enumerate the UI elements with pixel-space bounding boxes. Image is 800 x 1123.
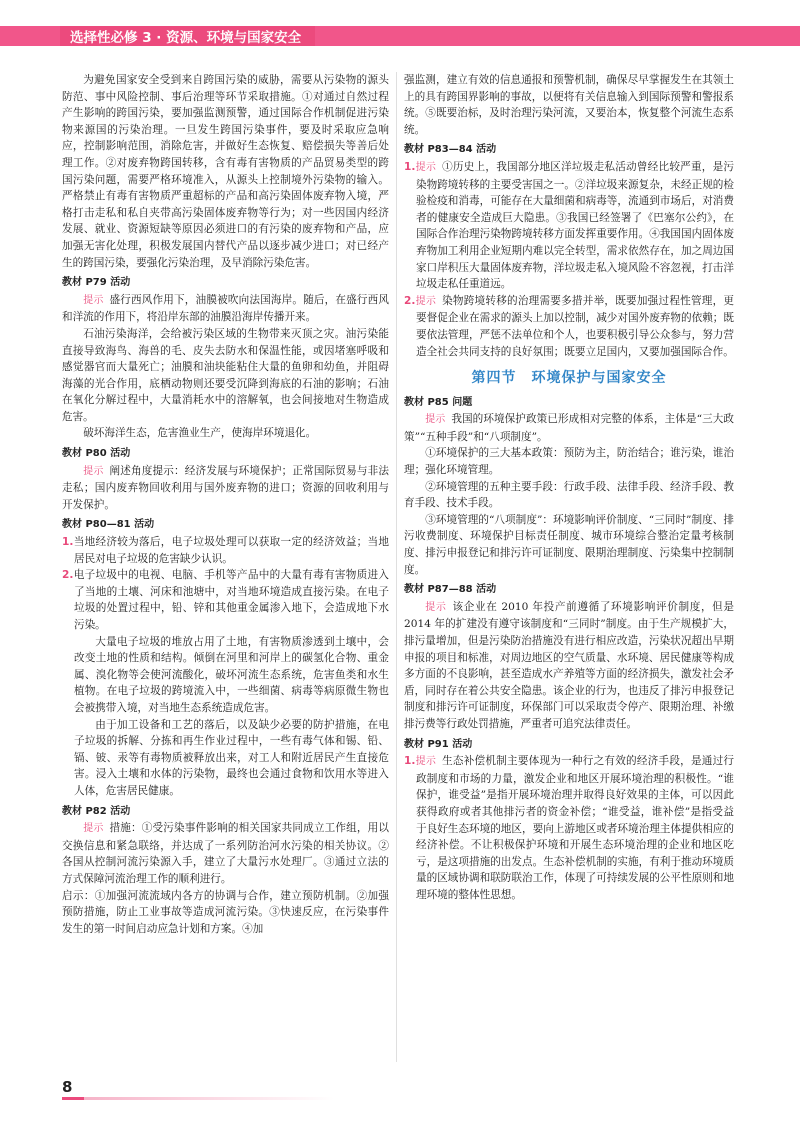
section-p91: 教材 P91 活动 — [404, 738, 473, 750]
p91-item-1 — [404, 753, 734, 903]
tip-label: 提示 — [83, 294, 104, 306]
tip-label: 提示 — [83, 465, 104, 477]
p83-84-item-1 — [404, 159, 734, 293]
footer-accent-bar — [62, 1097, 84, 1100]
p80-81-paragraph-2c: 由于加工设备和工艺的落后，以及缺少必要的防护措施，在电子垃圾的拆解、分拣和再生作业过程中，一些有毒气体和锡、铅、镉、铍、汞等有毒物质被释放出来，对工人和附近居民产生直接危害。浸入土壤和水体的污染物，最终也会通过食物和饮用水等进入人体，危害居民健康。 — [74, 718, 389, 797]
p85-paragraph-3: ②环境管理的五种主要手段：行政手段、法律手段、经济手段、教育手段、技术手段。 — [404, 480, 734, 510]
tip-label: 提示 — [415, 756, 437, 768]
section-p80: 教材 P80 活动 — [62, 448, 131, 460]
p80-81-item-2 — [62, 567, 389, 633]
p79-paragraph-2: 石油污染海洋，会给被污染区域的生物带来灭顶之灾。油污染能直接导致海鸟、海兽的毛、皮失去防水和保温性能，或因堵塞呼吸和感觉器官而大量死亡；油膜和油块能粘住大量的鱼卵和幼鱼，并阻碍海藻的光合作用，底栖动物则还要受沉降到海底的石油的影响；石油在氧化分解过程中，大量消耗水中的溶解氧，也会间接地对生物造成危害。 — [62, 327, 389, 423]
p82-text-1: 措施：①受污染事件影响的相关国家共同成立工作组，用以交换信息和紧急联络，并达成了一系列防治河水污染的相关协议。②各国从控制河流污染源入手，建立了大量污水处理厂。③通过立法的方式保障河流治理工作的顺利进行。 — [62, 822, 390, 885]
p82-paragraph-1 — [62, 820, 389, 887]
tip-label: 提示 — [83, 823, 104, 835]
p80-81-text-2a: 电子垃圾中的电视、电脑、手机等产品中的大量有毒有害物质进入了当地的土壤、河床和池塘中，对当地环境造成直接污染。在电子垃圾的处置过程中，铅、锌和其他重金属渗入地下，会造成地下水污染。 — [73, 569, 389, 631]
p85-paragraph-2: ①环境保护的三大基本政策：预防为主，防治结合；谁污染，谁治理；强化环境管理。 — [404, 447, 734, 477]
item-number: 1. — [404, 160, 416, 173]
header-title: 选择性必修 3 · 资源、环境与国家安全 — [70, 30, 302, 46]
p80-paragraph — [62, 463, 389, 514]
tip-label: 提示 — [425, 414, 446, 426]
p87-88-paragraph — [404, 599, 734, 733]
tip-label: 提示 — [415, 295, 437, 307]
header-title-box — [60, 26, 315, 46]
section-heading: 第四节 环境保护与国家安全 — [471, 370, 667, 387]
section-p82: 教材 P82 活动 — [62, 805, 131, 817]
header-bar — [0, 0, 800, 52]
section-p83-84: 教材 P83—84 活动 — [404, 144, 497, 156]
p87-88-text: 该企业在 2010 年投产前遵循了环境影响评价制度，但是 2014 年的扩建没有遵守该制度和“三同时”制度。由于生产规模扩大，排污量增加，但是污染防治措施没有进行相应改造，污染状况超出早期申报的项目和标准，对周边地区的空气质量、水环境、居民健康等构成多方面的不良影响，甚至造成水产养殖等方面的经济损失，激发社会矛盾，同时存在着公共安全隐患。该企业的行为，也违反了排污申报登记制度和排污许可证制度，环保部门可以采取责令停产、限期治理、补缴排污费等行政处罚措施，严重者可追究法律责任。 — [404, 600, 735, 730]
intro-paragraph: 为避免国家安全受到来自跨国污染的威胁，需要从污染物的源头防范、事中风险控制、事后治理等环节采取措施。①对通过自然过程产生影响的跨国污染，要加强监测预警，通过国际合作机制促进污染物来源国的污染治理。一旦发生跨国污染事件，要及时采取应急响应，控制影响范围，消除危害，并做好生态恢复、赔偿损失等善后处理工作。②对废弃物跨国转移，含有毒有害物质的产品贸易类型的跨国污染问题，需要严格环境准入，从源头上控制境外污染物的输入。严格禁止有毒有害物质严重超标的产品和高污染固体废弃物入境，严格打击走私和私自夹带高污染固体废弃物等行为；对一些因国内经济发展、就业、资源短缺等原因必须进口的有污染的废弃物和产品，应加强无害化处理，积极发展国内替代产品以逐步减少进口；对已经产生的跨国污染，要强化污染治理，及早消除污染危害。 — [62, 74, 389, 269]
p83-84-item-2 — [404, 293, 734, 360]
item-number: 1. — [404, 755, 416, 768]
footer-fade-line — [84, 1097, 334, 1100]
page-number: 8 — [62, 1078, 73, 1096]
p79-text-1: 盛行西风作用下，油膜被吹向法国海岸。随后，在盛行西风和洋流的作用下，将沿岸东部的油膜沿海岸传播开来。 — [62, 293, 390, 324]
p80-text: 阐述角度提示：经济发展与环境保护；正常国际贸易与非法走私；国内废弃物回收利用与国外废弃物的进口；资源的回收利用与开发保护。 — [62, 464, 390, 511]
section-p79: 教材 P79 活动 — [62, 277, 131, 289]
tip-label: 提示 — [415, 161, 437, 173]
p80-81-item-1 — [62, 534, 389, 567]
p85-paragraph-4: ③环境管理的“八项制度”：环境影响评价制度、“三同时”制度、排污收费制度、环境保护目标责任制度、城市环境综合整治定量考核制度、排污申报登记和排污许可证制度、限期治理制度、污染集中控制制度。 — [404, 513, 734, 576]
p79-paragraph-1 — [62, 292, 389, 326]
p82-paragraph-2: 启示：①加强河流流域内各方的协调与合作，建立预防机制。②加强预防措施，防止工业事故等造成河流污染。③快速反应，在污染事件发生的第一时间启动应急计划和方案。④加 — [62, 889, 389, 935]
section-p87-88: 教材 P87—88 活动 — [404, 584, 497, 596]
p85-text-1: 我国的环境保护政策已形成相对完整的体系，主体是“三大政策”“五种手段”和“八项制度”。 — [404, 413, 734, 443]
p79-paragraph-3: 破坏海洋生态，危害渔业生产，使海岸环境退化。 — [83, 427, 317, 440]
p80-81-paragraph-2b: 大量电子垃圾的堆放占用了土地，有害物质渗透到土壤中，会改变土地的性质和结构。倾倒在河里和河岸上的碳氢化合物、重金属、溴化物等会使河流酸化，破坏河流生态系统，危害鱼类和水生植物。在电子垃圾的跨境流入中，一些细菌、病毒等病原微生物也会被携带入境，对当地生态系统造成危害。 — [74, 635, 389, 714]
page-footer — [62, 1077, 72, 1096]
item-number: 2. — [62, 569, 74, 582]
section-p80-81: 教材 P80—81 活动 — [62, 519, 155, 531]
left-column — [62, 72, 389, 937]
p83-84-text-1: ①历史上，我国部分地区洋垃圾走私活动曾经比较严重，是污染物跨境转移的主要受害国之一。②洋垃圾来源复杂，未经正规的检验检疫和消毒，可能存在大量细菌和病毒等，流通到市场后，对消费者的健康安全造成巨大隐患。③我国已经签署了《巴塞尔公约》，在国际合作治理污染物跨境转移方面发挥重要作用。④我国国内固体废弃物加工利用企业短期内难以完全转型，需求依然存在，加之周边国家口岸积压大量固体废弃物，洋垃圾走私入境风险不容忽视，打击洋垃圾走私任重道远。 — [416, 160, 735, 291]
p83-84-text-2: 染物跨境转移的治理需要多措并举，既要加强过程性管理，更要督促企业在需求的源头上加以控制，减少对国外废弃物的依赖；既要依法管理，严惩不法单位和个人，也要积极引导公众参与，努力营造全社会共同支持的良好氛围；既要立足国内，又要加强国际合作。 — [416, 294, 735, 358]
tip-label: 提示 — [425, 601, 447, 613]
p91-text-1: 生态补偿机制主要体现为一种行之有效的经济手段，是通过行政制度和市场的力量，激发企业和地区开展环境治理的积极性。“谁保护，谁受益”是指开展环境治理并取得良好效果的主体，可以因此获得政府或者其他排污者的资金补偿；“谁受益，谁补偿”是指受益于良好生态环境的地区，要向上游地区或者环境治理主体提供相应的经济补偿。不让积极保护环境和开展生态环境治理的企业和地区吃亏，是这项措施的出发点。生态补偿机制的实施，有利于推动环境质量的区域协调和联防联治工作，体现了可持续发展的公平性原则和地理环境的整体性思想。 — [416, 755, 735, 901]
section-p85: 教材 P85 问题 — [404, 396, 473, 408]
p85-paragraph-1 — [404, 411, 734, 445]
right-column — [404, 72, 734, 904]
p80-81-text-1: 当地经济较为落后，电子垃圾处理可以获取一定的经济效益；当地居民对电子垃圾的危害缺少认识。 — [73, 536, 389, 565]
continued-paragraph: 强监测，建立有效的信息通报和预警机制，确保尽早掌握发生在其领土上的具有跨国界影响的事故，以便将有关信息输入到国际预警和警报系统。⑤既要治标，及时治理污染河流，又要治本，恢复整个河流生态系统。 — [404, 74, 734, 136]
column-divider — [396, 72, 397, 1062]
item-number: 2. — [404, 294, 416, 307]
item-number: 1. — [62, 536, 74, 549]
